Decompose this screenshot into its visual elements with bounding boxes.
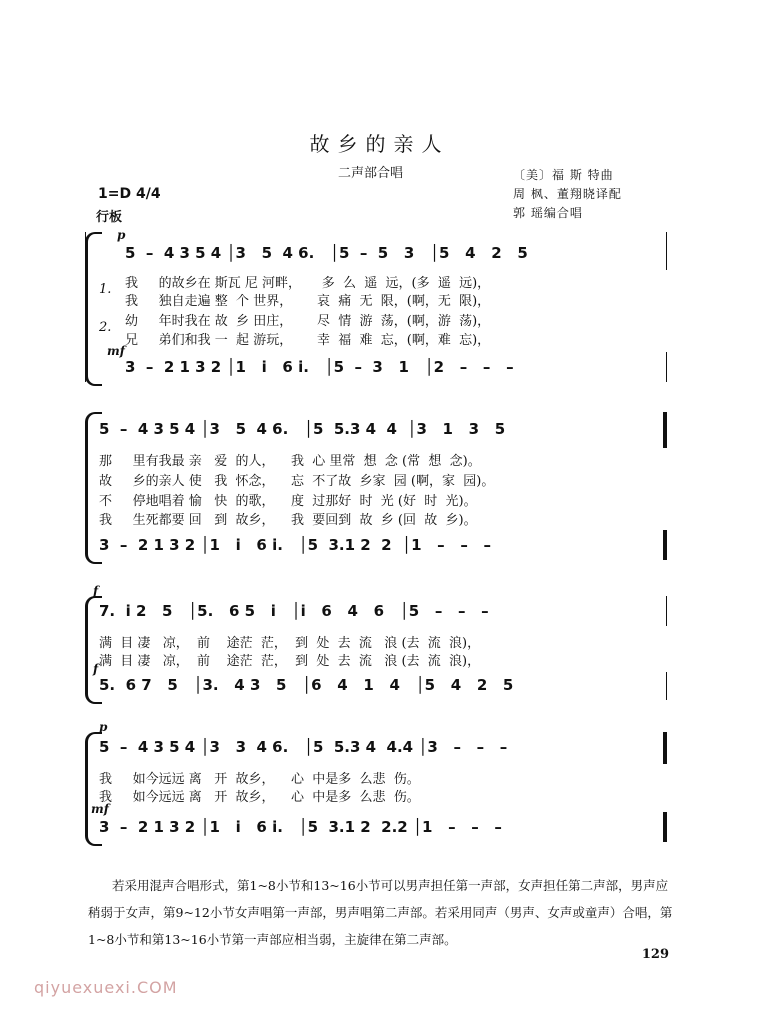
score-system-1	[85, 228, 669, 384]
lyric-line: 那 里有我最 亲 爱 的人， 我 心 里常 想 念 (常 想 念)。	[99, 454, 481, 469]
lyric-line: 不 停地唱着 愉 快 的歌， 度 过那好 时 光 (好 时 光)。	[99, 494, 477, 509]
lyric-line: 幼 年时我在 故 乡 田庄， 尽 情 游 荡，(啊，游 荡)，	[125, 314, 491, 329]
repeat-barline-lower	[663, 530, 667, 560]
end-barline-lower	[666, 672, 667, 700]
lyric-line: 满 目 凄 凉， 前 途茫 茫， 到 处 去 流 浪 (去 流 浪)，	[99, 654, 481, 669]
final-barline-upper	[663, 732, 667, 764]
credit-arranger: 郭 瑶编合唱	[513, 206, 583, 220]
dynamic-mark: mf	[107, 344, 125, 358]
end-barline-lower	[666, 352, 667, 382]
lower-voice-notes: 5. 6 7 5 │3. 4 3 5 │6 4 1 4 │5 4 2 5	[99, 676, 514, 694]
repeat-barline-upper	[663, 412, 667, 448]
site-watermark: qiyuexuexi.COM	[34, 978, 178, 997]
performance-note: 若采用混声合唱形式，第1~8小节和13~16小节可以男声担任第一声部，女声担任第二声部，男声应稍弱于女声，第9~12小节女声唱第一声部，男声唱第二声部。若采用同声（男声、女声或童声）合唱，第1~8小节和第13~16小节第一声部应相当弱，主旋律在第二声部。	[88, 878, 673, 947]
verse-number-2: 2.	[99, 320, 112, 335]
upper-voice-notes: 5 – 4 3 5 4 │3 5 4 6. │5 5.3 4 4 │3 1 3 5	[99, 420, 506, 438]
lyric-line: 我 生死都要 回 到 故乡， 我 要回到 故 乡 (回 故 乡)。	[99, 513, 477, 528]
system-barline	[85, 232, 86, 382]
song-subtitle: 二声部合唱	[338, 166, 404, 181]
upper-voice-notes: 7. i 2 5 │5. 6 5 i │i 6 4 6 │5 – – –	[99, 602, 489, 620]
upper-voice-notes: 5 – 4 3 5 4 │3 3 4 6. │5 5.3 4 4.4 │3 – – –	[99, 738, 508, 756]
verse-number-1: 1.	[99, 282, 112, 297]
lower-voice-notes: 3 – 2 1 3 2 │1 i 6 i. │5 – 3 1 │2 – – –	[125, 358, 514, 376]
end-barline-upper	[666, 596, 667, 626]
lyric-line: 我 的故乡在 斯瓦 尼 河畔， 多 么 遥 远，(多 遥 远)，	[125, 276, 491, 291]
score-system-3	[85, 584, 669, 702]
end-barline-upper	[666, 232, 667, 270]
lower-voice-notes: 3 – 2 1 3 2 │1 i 6 i. │5 3.1 2 2.2 │1 – – –	[99, 818, 502, 836]
dynamic-mark: p	[99, 720, 108, 734]
page-number: 129	[641, 947, 669, 962]
final-barline-lower	[663, 812, 667, 842]
dynamic-mark: mf	[91, 802, 109, 816]
lyric-line: 兄 弟们和我 一 起 游玩， 幸 福 难 忘，(啊，难 忘)，	[125, 333, 491, 348]
upper-voice-notes: 5 – 4 3 5 4 │3 5 4 6. │5 – 5 3 │5 4 2 5	[125, 244, 528, 262]
dynamic-mark: f	[93, 662, 99, 676]
key-signature: 1=D 4/4	[98, 186, 161, 202]
dynamic-mark: f	[93, 584, 99, 598]
song-title: 故乡的亲人	[309, 132, 450, 156]
dynamic-mark: p	[117, 228, 126, 242]
system-brace	[85, 232, 102, 386]
lyric-line: 我 如今远远 离 开 故乡， 心 中是多 么悲 伤。	[99, 772, 420, 787]
score-system-2	[85, 412, 669, 562]
credit-translator: 周 枫、董翔晓译配	[513, 187, 622, 201]
score-system-4	[85, 720, 669, 844]
credit-composer: 〔美〕福 斯 特曲	[513, 168, 614, 182]
lyric-line: 故 乡的亲人 使 我 怀念， 忘 不了故 乡家 园 (啊，家 园)。	[99, 474, 495, 489]
lyric-line: 我 独自走遍 整 个 世界， 哀 痛 无 限，(啊，无 限)，	[125, 294, 491, 309]
lyric-line: 满 目 凄 凉， 前 途茫 茫， 到 处 去 流 浪 (去 流 浪)，	[99, 636, 481, 651]
lyric-line: 我 如今远远 离 开 故乡， 心 中是多 么悲 伤。	[99, 790, 420, 805]
tempo-marking: 行板	[96, 210, 123, 225]
lower-voice-notes: 3 – 2 1 3 2 │1 i 6 i. │5 3.1 2 2 │1 – – –	[99, 536, 492, 554]
